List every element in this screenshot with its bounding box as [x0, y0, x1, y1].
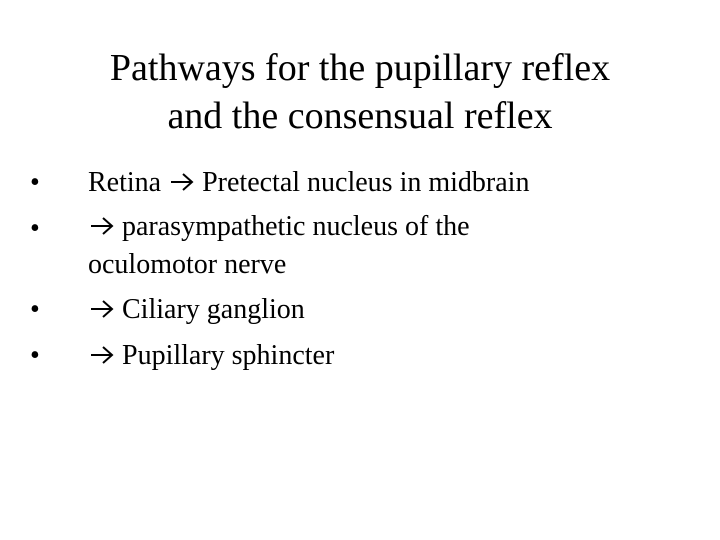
bullet-prefix: Retina	[88, 167, 162, 198]
bullet-item-1	[30, 162, 690, 203]
slide-title	[36, 44, 684, 140]
right-arrow-icon	[168, 172, 196, 192]
title-line-2: and the consensual reflex	[167, 95, 553, 137]
bullet-text: Pupillary sphincter	[122, 340, 335, 371]
bullet-dot: •	[30, 294, 40, 325]
right-arrow-icon	[88, 345, 116, 365]
bullet-continuation: oculomotor nerve	[88, 249, 287, 280]
bullet-item-4	[30, 335, 690, 376]
bullet-dot: •	[30, 340, 40, 371]
right-arrow-icon	[88, 216, 116, 236]
right-arrow-icon	[88, 299, 116, 319]
bullet-text: parasympathetic nucleus of the	[122, 211, 470, 242]
bullet-dot: •	[30, 213, 40, 244]
bullet-dot: •	[30, 167, 40, 198]
bullet-item-2	[30, 208, 690, 284]
bullet-list	[30, 162, 690, 381]
bullet-text: Ciliary ganglion	[122, 294, 305, 325]
bullet-item-3	[30, 289, 690, 330]
title-line-1: Pathways for the pupillary reflex	[109, 47, 611, 89]
bullet-text: Pretectal nucleus in midbrain	[202, 167, 530, 198]
